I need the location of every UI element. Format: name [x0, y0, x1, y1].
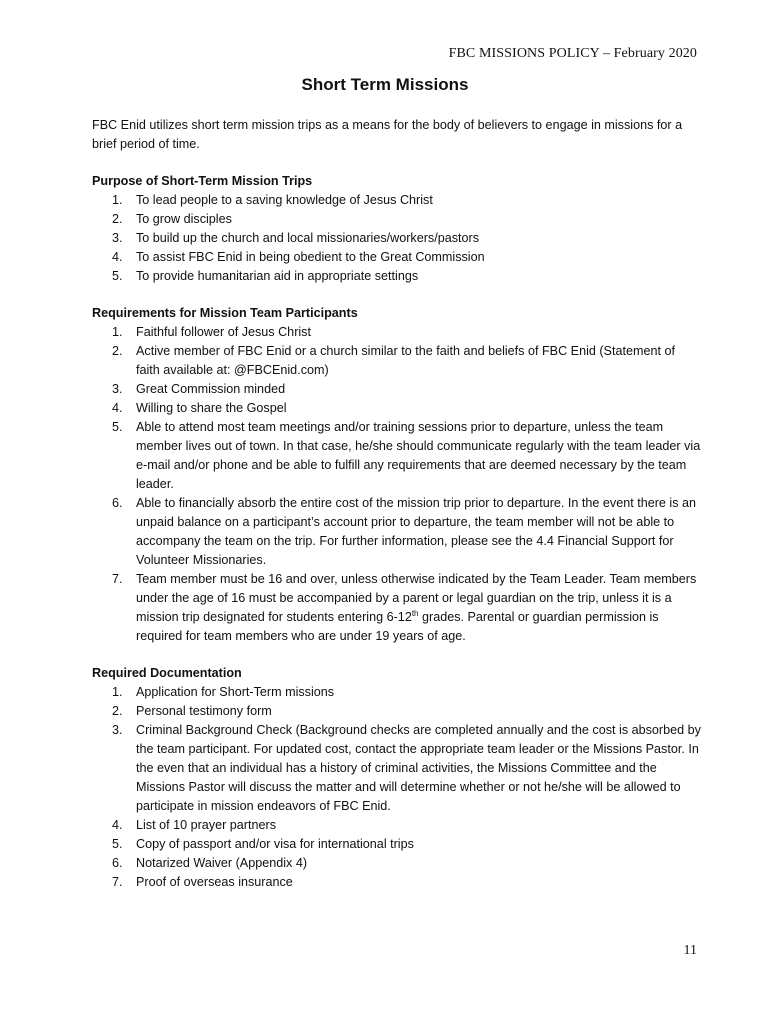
list-item — [92, 816, 702, 835]
list-number: 5. — [112, 837, 123, 851]
list-number: 1. — [112, 325, 123, 339]
list-item-text: Proof of overseas insurance — [136, 875, 293, 889]
list-item-text: List of 10 prayer partners — [136, 818, 277, 832]
list-item-text: Active member of FBC Enid or a church similar to the faith and beliefs of FBC Enid (Statement of faith available at: @FBCEnid.com) — [136, 344, 675, 377]
document-body — [92, 116, 702, 892]
list-number: 4. — [112, 401, 123, 415]
list-item-text: Faithful follower of Jesus Christ — [136, 325, 311, 339]
list-item — [92, 873, 702, 892]
list-item-text: To assist FBC Enid in being obedient to the Great Commission — [136, 250, 485, 264]
list-number: 6. — [112, 496, 123, 510]
list-number: 2. — [112, 212, 123, 226]
list-item-text: Able to financially absorb the entire cost of the mission trip prior to departure. In the event there is an unpaid balance on a participant’s account prior to departure, the team member will not be able to accompany the team on the trip. For further information, please see the 4.4 Financial Support for Volunteer Missionaries. — [136, 496, 697, 567]
list-item — [92, 210, 702, 229]
list-number: 4. — [112, 818, 123, 832]
list-number: 5. — [112, 269, 123, 283]
page-number: 11 — [683, 943, 697, 958]
list-number: 5. — [112, 420, 123, 434]
list-item-text: To grow disciples — [136, 212, 232, 226]
list-item — [92, 835, 702, 854]
list-item — [92, 494, 702, 570]
list-item-text-part: Team member must be 16 and over, unless otherwise indicated by the Team Leader. Team members under the age of 16 must be accompanied by a parent or legal guardian on the trip, unless it is a mission trip designated for students entering 6-12 — [136, 572, 697, 624]
list-item-text: Personal testimony form — [136, 704, 272, 718]
list-item — [92, 248, 702, 267]
purpose-list — [92, 191, 702, 286]
list-item-text: Willing to share the Gospel — [136, 401, 287, 415]
list-item-text: Application for Short-Term missions — [136, 685, 335, 699]
list-item — [92, 191, 702, 210]
list-item-text: Able to attend most team meetings and/or training sessions prior to departure, unless the team member lives out of town. In that case, he/she should communicate regularly with the team leader via e-mail and/or phone and be able to fulfill any requirements that are deemed necessary by the team leader. — [136, 420, 701, 491]
requirements-heading: Requirements for Mission Team Participants — [92, 306, 358, 320]
superscript: th — [411, 608, 419, 618]
list-item-text — [136, 572, 696, 643]
list-number: 7. — [112, 572, 123, 586]
documentation-heading: Required Documentation — [92, 666, 242, 680]
list-item — [92, 323, 702, 342]
list-item-text: Copy of passport and/or visa for international trips — [136, 837, 414, 851]
list-number: 3. — [112, 231, 123, 245]
list-item — [92, 342, 702, 380]
purpose-heading: Purpose of Short-Term Mission Trips — [92, 174, 313, 188]
list-number: 3. — [112, 382, 123, 396]
list-item-text: Great Commission minded — [136, 382, 286, 396]
list-item — [92, 418, 702, 494]
list-number: 7. — [112, 875, 123, 889]
list-item — [92, 229, 702, 248]
list-item — [92, 683, 702, 702]
list-item-text: To build up the church and local missionaries/workers/pastors — [136, 231, 479, 245]
list-item-text-part: grades. Parental or guardian permission is required for team members who are under 19 years of age. — [136, 610, 659, 643]
list-number: 2. — [112, 704, 123, 718]
list-item — [92, 854, 702, 873]
list-item-text: Criminal Background Check (Background checks are completed annually and the cost is absorbed by the team participant. For updated cost, contact the appropriate team leader or the Missions Pastor. In the even that an individual has a history of criminal activities, the Missions Committee and the Missions Pastor will discuss the matter and will determine whether or not he/she will be allowed to participate in mission endeavors of FBC Enid. — [136, 723, 701, 813]
documentation-list — [92, 683, 702, 892]
list-item-text: Notarized Waiver (Appendix 4) — [136, 856, 308, 870]
list-item — [92, 399, 702, 418]
list-number: 3. — [112, 723, 123, 737]
list-number: 2. — [112, 344, 123, 358]
page-header: FBC MISSIONS POLICY – February 2020 — [448, 46, 697, 61]
list-item — [92, 267, 702, 286]
list-item — [92, 380, 702, 399]
requirements-list — [92, 323, 702, 646]
list-number: 6. — [112, 856, 123, 870]
list-number: 4. — [112, 250, 123, 264]
list-item-text: To provide humanitarian aid in appropriate settings — [136, 269, 419, 283]
list-number: 1. — [112, 193, 123, 207]
page-title: Short Term Missions — [301, 75, 469, 94]
list-item — [92, 702, 702, 721]
list-item — [92, 721, 702, 816]
list-number: 1. — [112, 685, 123, 699]
list-item — [92, 570, 702, 646]
list-item-text: To lead people to a saving knowledge of Jesus Christ — [136, 193, 433, 207]
intro-paragraph: FBC Enid utilizes short term mission trips as a means for the body of believers to engage in missions for a brief period of time. — [92, 118, 683, 151]
